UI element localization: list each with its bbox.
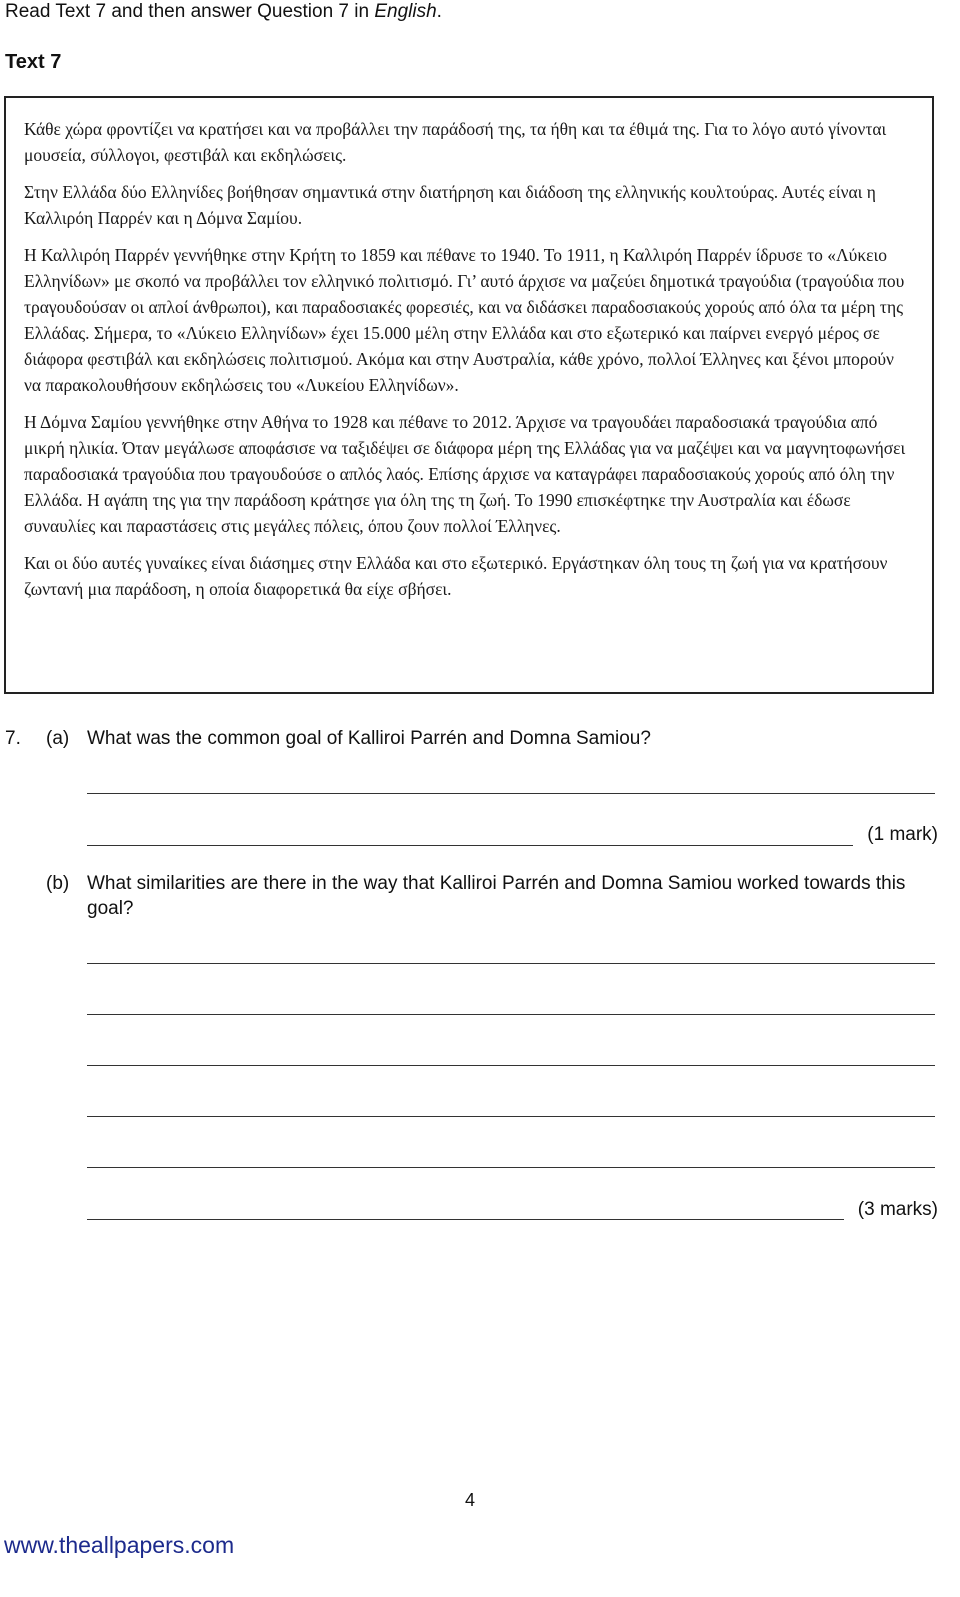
page-number: 4 [464,1490,475,1510]
question-number: 7. [5,728,21,749]
answer-line-b2[interactable] [87,1014,935,1015]
website-link[interactable]: www.theallpapers.com [4,1532,235,1558]
answer-line-b4[interactable] [87,1116,935,1117]
passage-paragraph: Η Καλλιρόη Παρρέν γεννήθηκε στην Κρήτη το 1859 και πέθανε το 1940. Το 1911, η Καλλιρόη Παρρέν ίδρυσε το «Λύκειο Ελληνίδων» με σκοπό να προβάλλει τον ελληνικό πολιτισμό. Γι’ αυτό άρχισε να μαζεύει δημοτικά τραγούδια (τραγούδια που τραγουδούσαν οι απλοί άνθρωποι), και παραδοσιακές φορεσιές, και να διδάσκει παραδοσιακούς χορούς από όλα τα μέρη της Ελλάδας. Σήμερα, το «Λύκειο Ελληνίδων» έχει 15.000 μέλη στην Ελλάδα και στο εξωτερικό και παίρνει ενεργό μέρος σε διάφορα φεστιβάλ και εκδηλώσεις πολιτισμού. Ακόμα και στην Αυστραλία, κάθε χρόνο, πολλοί Έλληνες και ξένοι μπορούν να παρακολουθήσουν εκδηλώσεις του «Λυκείου Ελληνίδων». [24,245,905,395]
answer-line-b5[interactable] [87,1167,935,1168]
passage-paragraph: Στην Ελλάδα δύο Ελληνίδες βοήθησαν σημαντικά στην διατήρηση και διάδοση της ελληνικής κουλτούρας. Αυτές είναι η Καλλιρόη Παρρέν και η Δόμνα Σαμίου. [24,182,876,228]
instruction-suffix: . [436,1,442,22]
instruction [5,0,442,24]
answer-line-b3[interactable] [87,1065,935,1066]
instruction-prefix: Read Text 7 and then answer Question 7 in [5,1,375,22]
question-a-text: What was the common goal of Kalliroi Parrén and Domna Samiou? [87,728,651,749]
answer-line-b6[interactable] [87,1219,844,1220]
passage-paragraph: Κάθε χώρα φροντίζει να κρατήσει και να προβάλλει την παράδοσή της, τα ήθη και τα έθιμά της. Για το λόγο αυτό γίνονται μουσεία, σύλλογοι, φεστιβάλ και εκδηλώσεις. [24,119,887,165]
question-b-label: (b) [46,873,70,894]
marks-b: (3 marks) [857,1199,938,1220]
answer-line-a2[interactable] [87,845,853,846]
question-b-text: What similarities are there in the way that Kalliroi Parrén and Domna Samiou worked towards this goal? [87,873,906,919]
passage-box [4,96,934,694]
passage-paragraph: Η Δόμνα Σαμίου γεννήθηκε στην Αθήνα το 1928 και πέθανε το 2012. Άρχισε να τραγουδάει παραδοσιακά τραγούδια από μικρή ηλικία. Όταν μεγάλωσε αποφάσισε να ταξιδέψει σε διάφορα μέρη της Ελλάδας για να μαζέψει και να μαγνητοφωνήσει παραδοσιακά τραγούδια που τραγουδούσε ο απλός λαός. Επίσης άρχισε να καταγράφει παραδοσιακούς χορούς από όλη την Ελλάδα. Η αγάπη της για την παράδοση κράτησε για όλη της τη ζωή. Το 1990 επισκέφτηκε την Αυστραλία και έδωσε συναυλίες και παραστάσεις στις μεγάλες πόλεις, όπου ζουν πολλοί Έλληνες. [24,412,906,536]
answer-line-a1[interactable] [87,793,935,794]
passage-paragraph: Και οι δύο αυτές γυναίκες είναι διάσημες στην Ελλάδα και στο εξωτερικό. Εργάστηκαν όλη τους τη ζωή για να κρατήσουν ζωντανή μια παράδοση, η οποία διαφορετικά θα είχε σβήσει. [24,553,888,599]
answer-line-b1[interactable] [87,963,935,964]
marks-a: (1 mark) [867,824,938,845]
text-title: Text 7 [5,51,62,73]
question-a-label: (a) [46,728,70,749]
instruction-emphasis: English [374,1,437,22]
